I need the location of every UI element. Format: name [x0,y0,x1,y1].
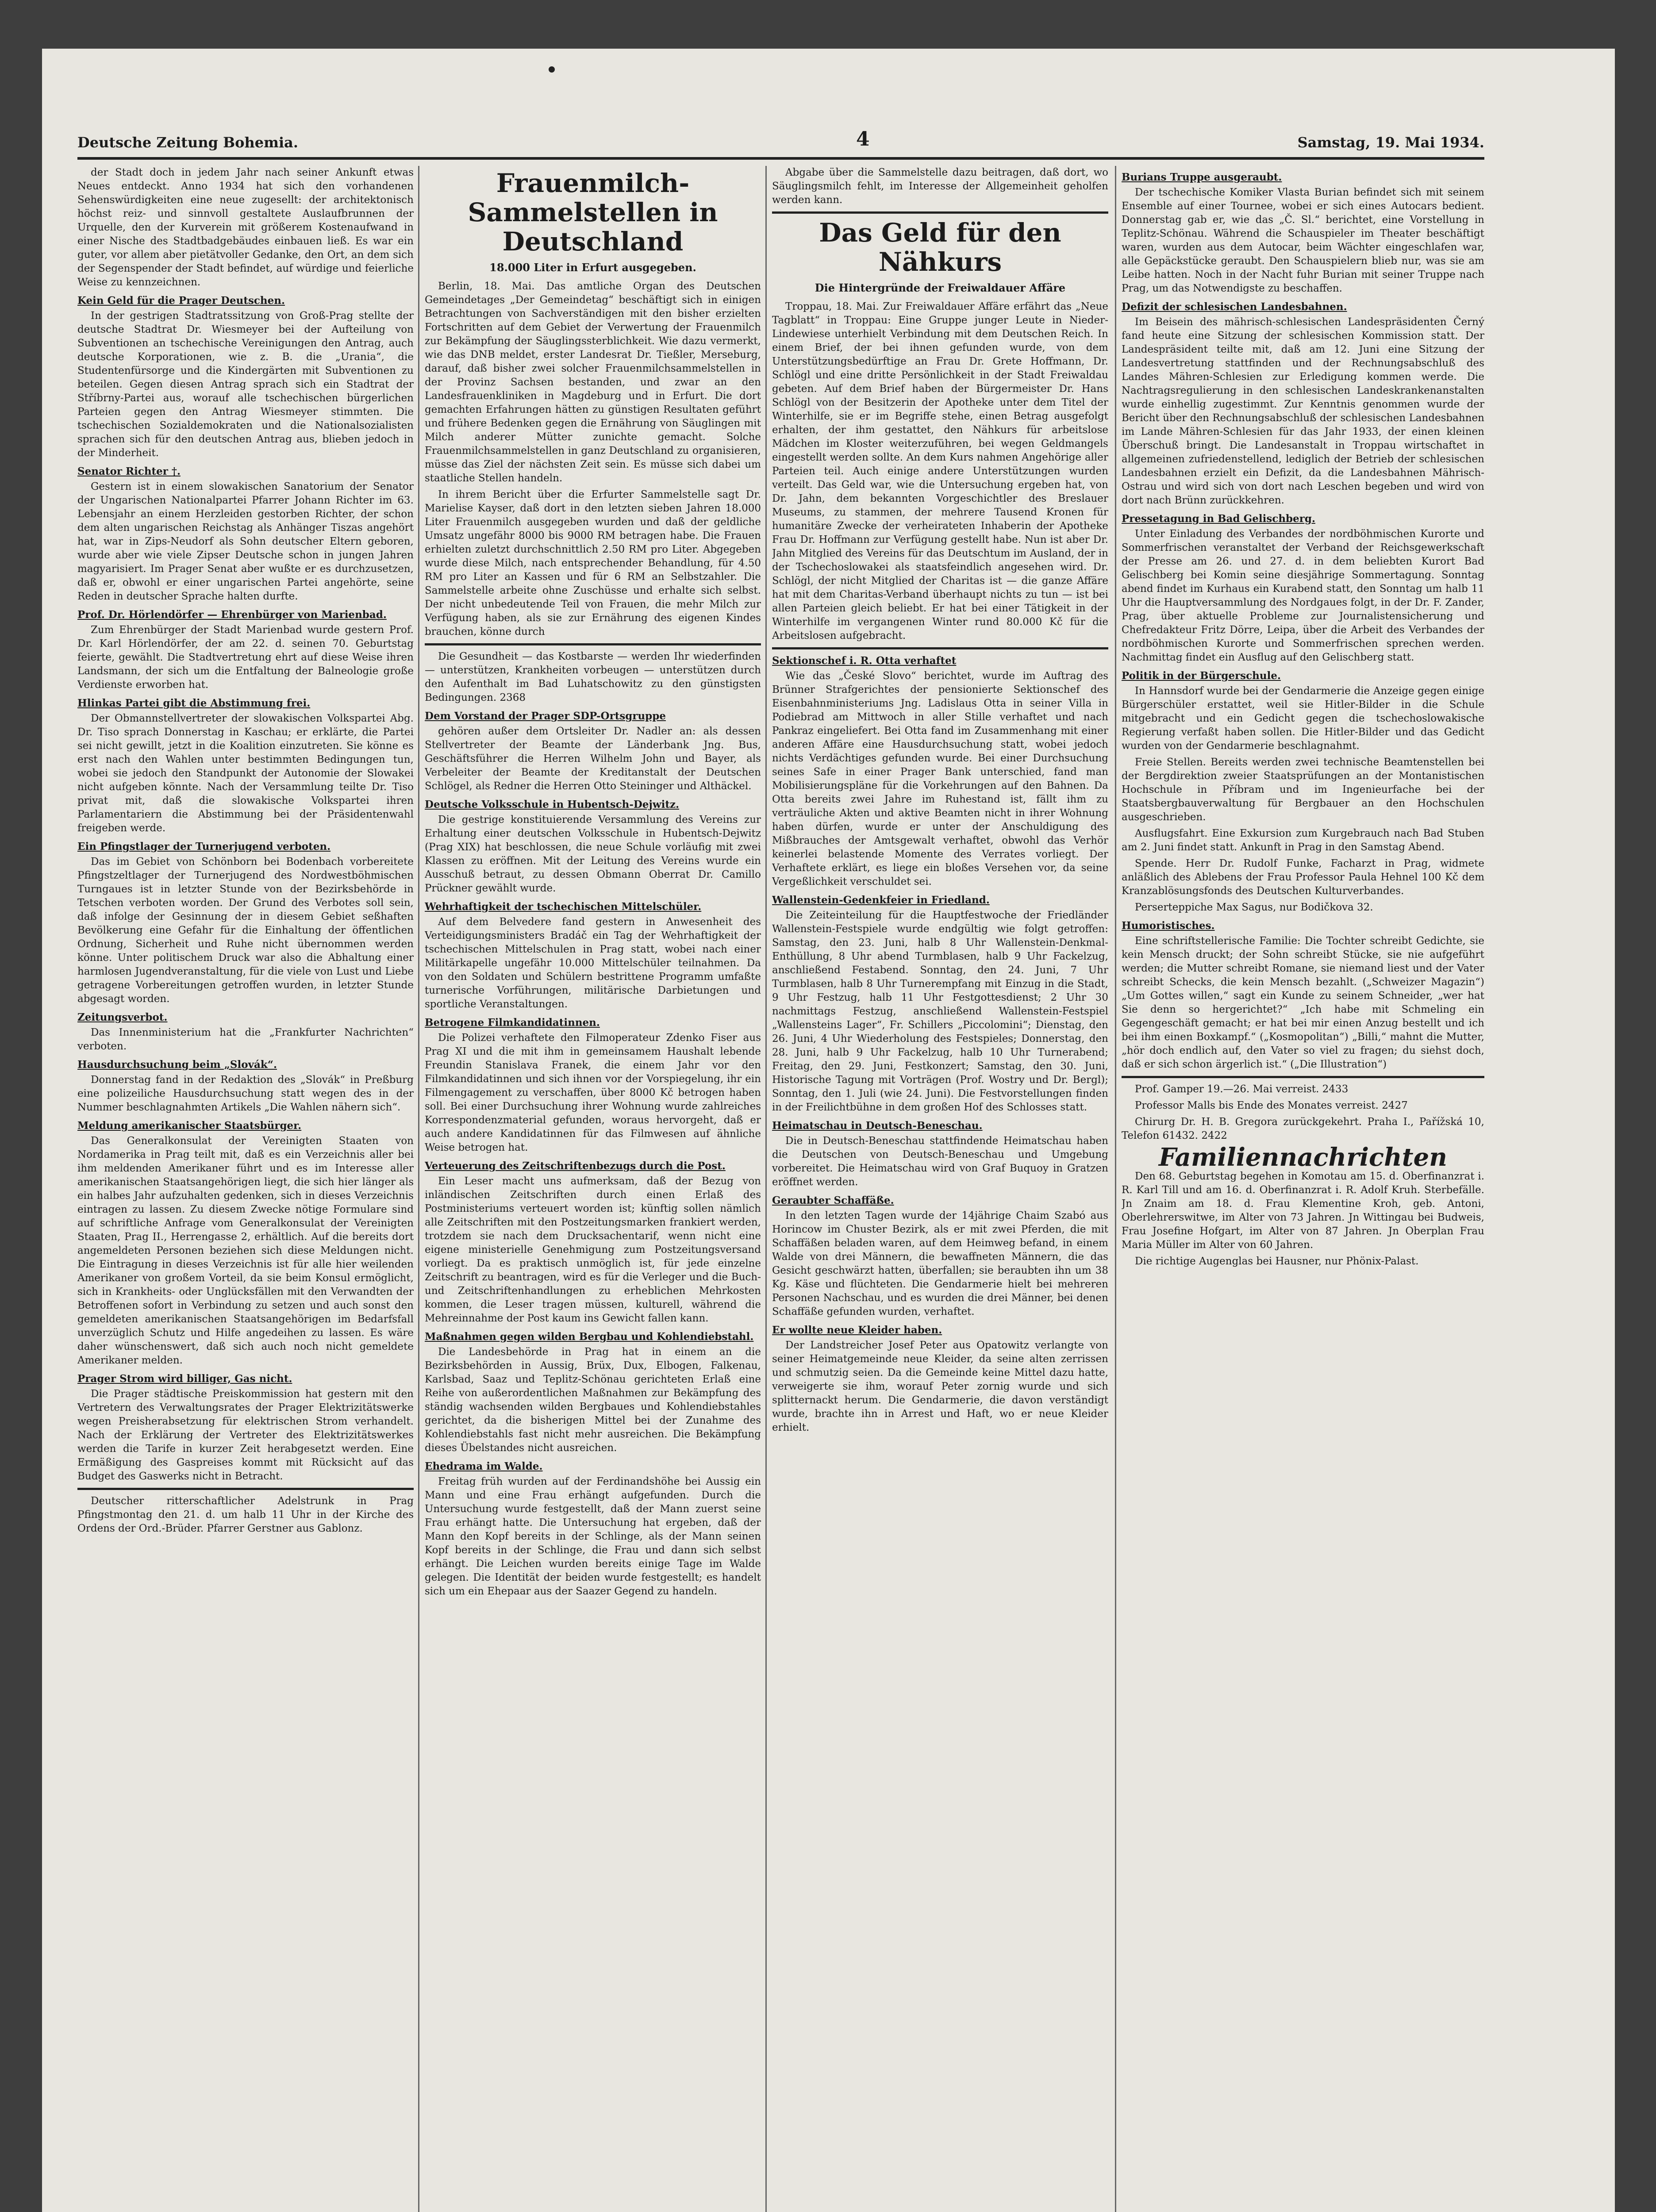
column-divider [765,166,767,2212]
headline: Das Geld für den Nähkurs [819,218,1061,277]
article-title: Betrogene Filmkandidatinnen. [425,1017,600,1029]
article [772,1194,1108,1319]
article [77,840,414,1006]
humor-text: Eine schriftstellerische Familie: Die Tochter schreibt Gedichte, sie kein Mensch druckt; der Sohn schreibt Stücke, sie nie aufgeführt werden; die Mutter schreibt Romane, sie niemand liest und der Vater schreibt Schecks, die kein Mensch bezahlt. („Schweizer Magazin“) „Um Gottes willen,“ sagt ein Kunde zu seinem Schneider, „wer hat Sie denn so hergerichtet?“ „Ich habe mit Schmeling ein Gegengeschäft gemacht; er hat bei mir einen Anzug bestellt und ich bei ihm einen Boxkampf.“ („Kosmopolitan“) „Billi,“ mahnt die Mutter, „hör doch endlich auf, den Vater so viel zu fragen; du siehst doch, daß er sich schon ärgerlich ist.“ („Die Illustration“) [1122,935,1484,1070]
advertisement: Deutscher ritterschaftlicher Adelstrunk in Prag Pfingstmontag den 21. d. um halb 11 Uhr in der Kirche des Ordens der Ord.-Brüder. Pfarrer Gerstner aus Gablonz. [77,1495,414,1534]
newspaper-page [42,49,1615,2212]
article-text: Der Landstreicher Josef Peter aus Opatowitz verlangte von seiner Heimatgemeinde neue Kleider, da seine alten zerrissen und schmutzig seien. Da die Gemeinde keine Mittel dazu hatte, verweigerte sie ihm, worauf Peter zornig wurde und sich splitternackt herum. Die Gendarmerie, die davon verständigt wurde, brachte ihn in Arrest und Haft, wo er neue Kleider erhielt. [772,1340,1108,1433]
article-continuation: der Stadt doch in jedem Jahr nach seiner Ankunft etwas Neues entdeckt. Anno 1934 hat sich den vorhandenen Sehenswürdigkeiten eine neue zugesellt: der architektonisch höchst reiz- und sinnvoll gestaltete Auslaufbrunnen der Urquelle, den der Kurverein mit größerem Kostenaufwand in einer Nische des Stadtbadgebäudes einbauen ließ. Es war ein guter, vor allem aber pietätvoller Gedanke, den Ort, an dem sich der Segenspender der Stadt befindet, auf würdige und feierliche Weise zu kennzeichnen. [77,167,414,288]
article-text: Freitag früh wurden auf der Ferdinandshöhe bei Aussig ein Mann und eine Frau erhängt aufgefunden. Durch die Untersuchung wurde festgestellt, daß der Mann zuerst seine Frau erhängt hatte. Die Untersuchung hat ergeben, daß der Mann den Kopf bereits in der Schlinge, als der Mann seinen Kopf bereits in der Schlinge, die Frau und dann sich selbst erhängt. Die Leichen wurden bereits einige Tage im Walde gelegen. Die Identität der beiden wurde festgestellt; es handelt sich um ein Ehepaar aus der Saazer Gegend zu handeln. [425,1476,761,1597]
article-text: Das Innenministerium hat die „Frankfurter Nachrichten“ verboten. [77,1027,414,1052]
article-text: In den letzten Tagen wurde der 14jährige Chaim Szabó aus Horincow im Chuster Bezirk, als er mit zwei Pferden, die mit Schaffäßen beladen waren, auf dem Heimweg befand, in einem Walde von drei Männern, die bewaffneten Männern, die das Gesicht geschwärzt hatten, überfallen; sie beraubten ihn um 38 Kg. Käse und flüchteten. Die Gendarmerie hielt bei mehreren Personen Nachschau, und es wurden die drei Männer, bei denen Schaffäße gefunden wurden, verhaftet. [772,1210,1108,1317]
article-title: Wehrhaftigkeit der tschechischen Mittelschüler. [425,901,702,913]
advertisement: Die richtige Augenglas bei Hausner, nur Phönix-Palast. [1135,1256,1419,1267]
article-title: Politik in der Bürgerschule. [1122,670,1281,682]
article-title: Pressetagung in Bad Gelischberg. [1122,513,1315,525]
article-text: Auf dem Belvedere fand gestern in Anwesenheit des Verteidigungsministers Bradáč ein Tag der Wehrhaftigkeit der tschechischen Mittelschulen in Prag statt, wobei nach einer Militärkapelle ungefähr 10.000 Mittelschüler teilnahmen. Da von den Soldaten und Schülern bestrittene Programm umfaßte turnerische Vorführungen, militärische Darbietungen und sportliche Veranstaltungen. [425,916,761,1010]
newspaper-name: Deutsche Zeitung Bohemia. [77,134,299,151]
article-title: Verteuerung des Zeitschriftenbezugs durch die Post. [425,1160,726,1172]
article-text: Im Beisein des mährisch-schlesischen Landespräsidenten Černý fand heute eine Sitzung der schlesischen Kommission statt. Der Landespräsident teilte mit, daß am 12. Juni eine Sitzung der Landesvertretung stattfinden und der Rechnungsabschluß des Landes Mähren-Schlesien zur Erledigung kommen werde. Die Nachtragsregulierung in den schlesischen Landeskrankenanstalten wurde einhellig zugestimmt. Zur Kenntnis genommen wurde der Bericht über den Rechnungsabschluß der schlesischen Landesbahnen im Lande Mähren-Schlesien für das Jahr 1933, der einen kleinen Überschuß bringt. Die Landesanstalt in Troppau wirtschaftet in allgemeinen zufriedenstellend, lediglich der Betrieb der schlesischen Landesbahnen erzielt ein Defizit, da die Landesbahnen Mährisch-Ostrau und wird sich von dort nach Leschen begeben und wird von dort nach Brünn zurückkehren. [1122,316,1484,506]
article [772,1323,1108,1435]
column-4 [1122,166,1484,2212]
article-text: Unter Einladung des Verbandes der nordböhmischen Kurorte und Sommerfrischen veranstaltet der Verband der Reichsgewerkschaft der Presse am 26. und 27. d. in dem beliebten Kurort Bad Gelischberg bei Komin seine diesjährige Sommertagung. Sonntag abend findet im Kurhaus ein Kurabend statt, den Sonntag um halb 11 Uhr die Hauptversammlung des Nordgaues folgt, in der Dr. F. Zander, Prag, über aktuelle Probleme zur Journalistensicherung und Chefredakteur Fritz Dörre, Leipa, über die Arbeit des Verbandes der nordböhmischen Kurorte und Sommerfrischen sprechen werden. Nachmittag findet ein Ausflug auf den Gelischberg statt. [1122,528,1484,663]
article [77,465,414,603]
article-title: Prof. Dr. Hörlendörfer — Ehrenbürger von Marienbad. [77,609,387,621]
article-title: Hlinkas Partei gibt die Abstimmung frei. [77,697,311,709]
article-title: Ehedrama im Walde. [425,1460,543,1472]
article-title: Heimatschau in Deutsch-Beneschau. [772,1120,983,1132]
article-text: Die Prager städtische Preiskommission hat gestern mit den Vertretern des Verwaltungsrates der Prager Elektrizitätswerke wegen Preisherabsetzung für elektrischen Strom verhandelt. Nach der Erklärung der Vertreter des Elektrizitätswerkes werden die Tarife in kurzer Zeit herabgesetzt werden. Eine Ermäßigung des Gaspreises kommt mit Rücksicht auf das Budget des Gaswerks nicht in Betracht. [77,1388,414,1482]
article [1122,669,1484,753]
headline: Frauenmilch-Sammelstellen in Deutschland [468,168,718,257]
divider [425,643,761,645]
divider [772,647,1108,649]
article [772,1119,1108,1189]
article-title: Wallenstein-Gedenkfeier in Friedland. [772,894,990,906]
divider [1122,1076,1484,1078]
article [1122,512,1484,664]
article-title: Hausdurchsuchung beim „Slovák“. [77,1059,277,1071]
article-title: Deutsche Volksschule in Hubentsch-Dejwitz. [425,799,680,810]
article-continuation: Abgabe über die Sammelstelle dazu beitragen, daß dort, wo Säuglingsmilch fehlt, im Interesse der Allgemeinheit geholfen werden kann. [772,167,1108,206]
article-title: Geraubter Schaffäße. [772,1194,894,1206]
advertisement: Prof. Gamper 19.—26. Mai verreist. 2433 [1135,1083,1349,1095]
family-news-text: Den 68. Geburtstag begehen in Komotau am 15. d. Oberfinanzrat i. R. Karl Till und am 16. d. Oberfinanzrat i. R. Adolf Kruh. Sterbefälle. Jn Znaim am 18. d. Frau Klementine Kroh, geb. Antoni, Oberlehrerswitwe, im Alter von 73 Jahren. Jn Wittingau bei Budweis, Frau Josefine Hofgart, im Alter von 87 Jahren. Jn Oberplan Frau Maria Müller im Alter von 60 Jahren. [1122,1171,1484,1251]
article [77,1010,414,1053]
advertisement: Professor Malls bis Ende des Monates verreist. 2427 [1135,1100,1408,1111]
family-news-title: Familiennachrichten [1158,1143,1447,1172]
article-title: Maßnahmen gegen wilden Bergbau und Kohlendiebstahl. [425,1331,754,1343]
article-text: Die Polizei verhaftete den Filmoperateur Zdenko Fiser aus Prag XI und die mit ihm in gemeinsamem Haushalt lebende Freundin Stanislava Franek, die einem Jahr vor den Filmkandidatinnen und sich ihnen vor der Vorspiegelung, ihr ein Filmengagement zu verschaffen, über 8000 Kč betrogen haben soll. Bei einer Durchsuchung ihrer Wohnung wurde zahlreiches Korrespondenzmaterial gefunden, woraus hervorgeht, daß er auch andere Kandidatinnen für das Filmwesen auf ähnliche Weise betrogen hat. [425,1032,761,1153]
article-title: Burians Truppe ausgeraubt. [1122,171,1282,183]
article-title: Er wollte neue Kleider haben. [772,1324,942,1336]
column-divider [418,166,419,2212]
article-text: gehören außer dem Ortsleiter Dr. Nadler an: als dessen Stellvertreter der Beamte der Länderbank Jng. Bus, Geschäftsführer die Herren Wilhelm John und Bayer, als Verbeleiter der Beamte der Kreditanstalt der Deutschen Schlögel, als Redner die Herren Otto Steininger und Althäckel. [425,726,761,792]
article-title: Sektionschef i. R. Otta verhaftet [772,655,957,667]
article-text: Berlin, 18. Mai. Das amtliche Organ des Deutschen Gemeindetages „Der Gemeindetag“ beschäftigt sich in einigen Betrachtungen von Sachverständigen mit den bisher erzielten Fortschritten auf dem Gebiet der Verwertung der Frauenmilch zur Bekämpfung der Säuglingssterblichkeit. Wie dazu vermerkt, wie das DNB meldet, erster Landesrat Dr. Tießler, Merseburg, darauf, daß bisher zwei solcher Frauenmilchsammelstellen in der Provinz Sachsen bestanden, und zwar an den Landesfrauenkliniken in Magdeburg und in Erfurt. Die dort gemachten Erfahrungen hätten zu günstigen Resultaten geführt und frühere Bedenken gegen die Ernährung von Säuglingen mit Milch anderer Mütter zunichte gemacht. Solche Frauenmilchsammelstellen in ganz Deutschland zu organisieren, müsse das Ziel der nächsten Zeit sein. Es müsse sich dabei um staatliche Stellen handeln. [425,280,761,484]
article [1122,300,1484,507]
divider [772,211,1108,214]
column-2 [425,166,761,2212]
article [77,608,414,692]
article-title: Defizit der schlesischen Landesbahnen. [1122,301,1347,313]
article [1122,170,1484,296]
column-divider [1115,166,1116,2212]
article-text: Zum Ehrenbürger der Stadt Marienbad wurde gestern Prof. Dr. Karl Hörlendörfer, der am 22. d. seinen 70. Geburtstag feierte, gewählt. Die Stadtvertretung ehrt auf diese Weise ihren Landsmann, der sich um die Entfaltung der Balneologie große Verdienste erworben hat. [77,624,414,691]
divider [77,1488,414,1490]
article-text: Der tschechische Komiker Vlasta Burian befindet sich mit seinem Ensemble auf einer Tournee, wobei er sich eines Autocars bedient. Donnerstag gab er, wie das „Č. Sl.“ berichtet, eine Vorstellung in Teplitz-Schönau. Während die Schauspieler im Theater beschäftigt waren, wurden aus dem Autocar, beim Wächter eingeschlafen war, alle Gepäckstücke geraubt. Den Schauspielern blieb nur, was sie am Leibe hatten. Noch in der Nacht fuhr Burian mit seiner Truppe nach Prag, um das Notwendigste zu beschaffen. [1122,187,1484,294]
article-text: Die gestrige konstituierende Versammlung des Vereins zur Erhaltung einer deutschen Volksschule in Hubentsch-Dejwitz (Prag XIX) hat beschlossen, die neue Schule vorläufig mit zwei Klassen zu eröffnen. Mit der Leitung des Vereins wurde ein Ausschuß betraut, zu dessen Obmann Oberrat Dr. Camillo Prückner gewählt wurde. [425,814,761,894]
column-3 [772,166,1108,2212]
notice: Spende. Herr Dr. Rudolf Funke, Facharzt in Prag, widmete anläßlich des Ablebens der Frau Professor Paula Hehnel 100 Kč dem Kranzablösungsfonds des Deutschen Kulturverbandes. [1122,858,1484,897]
article-text: Gestern ist in einem slowakischen Sanatorium der Senator der Ungarischen Nationalpartei Pfarrer Johann Richter im 63. Lebensjahr an einem Herzleiden gestorben Richter, der schon dem alten ungarischen Reichstag als Anhänger Tiszas angehört hat, war in Zips-Neudorf als Sohn deutscher Eltern geboren, wurde aber wie viele Zipser Deutsche schon in jungen Jahren magyarisiert. Im Prager Senat aber wußte er es durchzusetzen, daß er, obwohl er einer ungarischen Partei angehörte, seine Reden in deutscher Sprache halten durfte. [77,481,414,602]
article [77,1372,414,1483]
article-title: Dem Vorstand der Prager SDP-Ortsgruppe [425,710,666,722]
article-text: In der gestrigen Stadtratssitzung von Groß-Prag stellte der deutsche Stadtrat Dr. Wiesmeyer bei der Aufteilung von Subventionen an tschechische Vereinigungen den Antrag, auch deutsche Korporationen, wie z. B. die „Urania“, die Studentenfürsorge und die Kindergärten mit Subventionen zu beteilen. Gegen diesen Antrag sprach sich ein Stadtrat der Stříbrny-Partei aus, worauf alle tschechischen bürgerlichen Parteien gegen den Antrag Wiesmeyer stimmten. Die tschechischen Sozialdemokraten und die Nationalsozialisten sprachen sich für den deutschen Antrag aus, blieben jedoch in der Minderheit. [77,310,414,459]
article [772,893,1108,1114]
article-text: Die in Deutsch-Beneschau stattfindende Heimatschau haben die Deutschen von Deutsch-Beneschau und Umgebung vorbereitet. Die Heimatschau wird von Graf Buquoy in Gratzen eröffnet werden. [772,1135,1108,1188]
page-header [77,128,1484,160]
article-title: Zeitungsverbot. [77,1011,168,1023]
subheadline: 18.000 Liter in Erfurt ausgegeben. [489,261,696,274]
article-title: Prager Strom wird billiger, Gas nicht. [77,1373,292,1385]
article [77,696,414,835]
subheadline: Die Hintergründe der Freiwaldauer Affäre [815,281,1066,294]
article-title: Ein Pfingstlager der Turnerjugend verboten. [77,841,331,853]
page-number: 4 [856,128,870,150]
article-text: In Hannsdorf wurde bei der Gendarmerie die Anzeige gegen einige Bürgerschüler erstattet, weil sie Hitler-Bilder in die Schule mitgebracht und ein Gedicht gegen die tschechoslowakische Regierung verfaßt haben sollen. Die Hitler-Bilder und das Gedicht wurden von der Gendarmerie beschlagnahmt. [1122,685,1484,752]
article [772,654,1108,889]
article-title: Meldung amerikanischer Staatsbürger. [77,1120,302,1132]
article [425,900,761,1011]
article-text: Der Obmannstellvertreter der slowakischen Volkspartei Abg. Dr. Tiso sprach Donnerstag in Kaschau; er erklärte, die Partei sei nicht gewillt, jetzt in die Koalition einzutreten. Sie könne es erst nach den Wahlen unter bestimmten Bedingungen tun, wobei sie jedoch den Standpunkt der Autonomie der Slowakei nicht aufgeben könnte. Nach der Versammlung teilte Dr. Tiso privat mit, daß die slowakische Volkspartei ihren Parlamentariern die Abstimmung bei der Präsidentenwahl freigeben werde. [77,713,414,834]
article-text: Die Landesbehörde in Prag hat in einem an die Bezirksbehörden in Aussig, Brüx, Dux, Elbogen, Falkenau, Karlsbad, Saaz und Teplitz-Schönau gerichteten Erlaß eine Reihe von außerordentlichen Maßnahmen zur Bekämpfung des ständig wachsenden wilden Bergbaues und Kohlendiebstahles gerichtet, da die bisherigen Mittel bei der Zunahme des Kohlendiebstahls fast nicht mehr ausreichen. Die Bekämpfung dieses Übelstandes nicht ausreichen. [425,1346,761,1454]
article-text: Wie das „České Slovo“ berichtet, wurde im Auftrag des Brünner Strafgerichtes der pensionierte Sektionschef des Eisenbahnministeriums Jng. Ladislaus Otta in seiner Villa in Podiebrad am Mittwoch in aller Stille verhaftet und nach Pankraz eingeliefert. Bei Otta fand im Zusammenhang mit einer anderen Affäre eine Hausdurchsuchung statt, wobei jedoch nichts Verdächtiges gefunden wurde. Bei einer Durchsuchung seines Safe in einer Prager Bank unterschied, fand man Mobilisierungspläne für die Vorkehrungen auf den Bahnen. Da Otta bereits zwei Jahre im Ruhestand ist, fällt ihm zu verträuliche Akten und aktive Beamten nicht in ihrer Wohnung haben dürfen, wurde er unter der Anschuldigung des Mißbrauches der Amtsgewalt verhaftet, obwohl das Verhör keinerlei belastende Momente des Verrates vorliegt. Der Verhaftete erklärt, es liege ein bloßes Versehen vor, da seine Vergeßlichkeit verschuldet sei. [772,670,1108,887]
article [425,709,761,793]
article [425,1016,761,1155]
article [425,798,761,895]
article-text: Die Zeiteinteilung für die Hauptfestwoche der Friedländer Wallenstein-Festspiele wurde endgültig wie folgt getroffen: Samstag, den 23. Juni, halb 8 Uhr Wallenstein-Denkmal-Enthüllung, 8 Uhr abend Turmblasen, halb 9 Uhr Fackelzug, anschließend Festabend. Sonntag, den 24. Juni, 7 Uhr Turmblasen, halb 8 Uhr Turnerempfang mit Einzug in die Stadt, 9 Uhr Festzug, halb 11 Uhr Festgottesdienst; 2 Uhr 30 nachmittags Festzug, anschließend Wallenstein-Festspiel „Wallensteins Lager“, Fr. Schillers „Piccolomini“; Dienstag, den 26. Juni, 4 Uhr Wiederholung des Festspieles; Donnerstag, den 28. Juni, halb 9 Uhr Fackelzug, halb 10 Uhr Turnerabend; Freitag, den 29. Juni, Festkonzert; Samstag, den 30. Juni, Historische Tagung mit Vorträgen (Prof. Wostry und Dr. Bergl); Sonntag, den 1. Juli (wie 24. Juni). Die Festvorstellungen finden in der Freilichtbühne in dem großen Hof des Schlosses statt. [772,910,1108,1113]
article [77,1058,414,1114]
humor-title: Humoristisches. [1122,920,1215,932]
article-text: Das im Gebiet von Schönborn bei Bodenbach vorbereitete Pfingstzeltlager der Turnerjugend des Nordwestböhmischen Turngaues ist in letzter Stunde von der Bezirksbehörde in Tetschen verboten worden. Der Grund des Verbotes soll sein, daß infolge der Gesinnung der in diesem Gebiet seßhaften Bevölkerung eine Gefahr für die Einhaltung der öffentlichen Ordnung, Sicherheit und Ruhe nicht übernommen werden könne. Unter politischem Druck war also die Abhaltung einer harmlosen Jugendveranstaltung, für die viele von Lust und Liebe getragene Vorbereitungen getroffen wurden, in letzter Stunde abgesagt worden. [77,856,414,1005]
article [425,1159,761,1325]
article-text: Ein Leser macht uns aufmerksam, daß der Bezug von inländischen Zeitschriften durch einen Erlaß des Postministeriums verteuert worden ist; künftig sollen nämlich alle Zeitschriften mit den Postzeitungsmarken frankiert werden, trotzdem sie nach dem Drucksachentarif, wenn nicht eine eigene ministerielle Genehmigung zum Postzeitungsversand vorliegt. Da es praktisch unmöglich ist, für jede einzelne Zeitschrift zu beantragen, wird es für die Verleger und die Buch- und Zeitschriftenhandlungen zu erheblichen Mehrkosten kommen, die Leser tragen müssen, kulturell, während die Mehreinnahme der Post kaum ins Gewicht fallen kann. [425,1175,761,1324]
article-title: Kein Geld für die Prager Deutschen. [77,295,285,307]
column-1 [77,166,414,2212]
notice: Perserteppiche Max Sagus, nur Bodičkova 32. [1135,902,1373,913]
ink-speck [549,66,555,73]
issue-date: Samstag, 19. Mai 1934. [1297,134,1484,151]
article [77,294,414,460]
notice: Die Gesundheit — das Kostbarste — werden Ihr wiederfinden — unterstützen, Krankheiten vorbeugen — unterstützen durch den Aufenthalt im Bad Luhatschowitz zu den günstigsten Bedingungen. 2368 [425,651,761,703]
article [77,1119,414,1367]
notice: Freie Stellen. Bereits werden zwei technische Beamtenstellen bei der Bergdirektion zweier Staatsprüfungen an der Montanistischen Hochschule in Příbram und im Ingenieurfache bei der Staatsbergbauverwaltung für Bergbauer an den Hochschulen ausgeschrieben. [1122,757,1484,823]
article-text: Donnerstag fand in der Redaktion des „Slovák“ in Preßburg eine polizeiliche Hausdurchsuchung statt wegen des in der Nummer beschlagnahmten Artikels „Die Wahlen nähern sich“. [77,1074,414,1113]
article-text: Das Generalkonsulat der Vereinigten Staaten von Nordamerika in Prag teilt mit, daß es ein Verzeichnis aller bei ihm meldenden Amerikaner führt und es im Interesse aller amerikanischen Staatsangehörigen liegt, die sich hier länger als ein halbes Jahr aufzuhalten gedenken, sich in dieses Verzeichnis eintragen zu lassen. Zu diesem Zwecke nötige Formulare sind auf schriftliche Anfrage vom Generalkonsulat der Vereinigten Staaten, Prag II., Herrengasse 2, erhältlich. Auf die bereits dort angemeldeten Personen beziehen sich diese Meldungen nicht. Die Eintragung in dieses Verzeichnis ist für alle hier weilenden Amerikaner von großem Vorteil, da sie beim Konsul ermöglicht, sich in Krankheits- oder Unglücksfällen mit den Verwandten der Betroffenen sofort in Verbindung zu setzen und auch sonst den gemeldeten amerikanischen Staatsangehörigen im Bedarfsfall unverzüglich Schutz und Hilfe angedeihen zu lassen. Es wäre daher wünschenswert, daß sich auch noch nicht gemeldete Amerikaner melden. [77,1135,414,1366]
article [425,1459,761,1598]
notice: Ausflugsfahrt. Eine Exkursion zum Kurgebrauch nach Bad Stuben am 2. Juni findet statt. Ankunft in Prag in den Samstag Abend. [1122,828,1484,853]
article-text: Troppau, 18. Mai. Zur Freiwaldauer Affäre erfährt das „Neue Tagblatt“ in Troppau: Eine Gruppe junger Leute in Nieder-Lindewiese unterhielt Verbindung mit dem Deutschen Reich. In einem Brief, der bei ihnen gefunden wurde, von dem Unterstützungsbedürftige an Frau Dr. Grete Hoffmann, Dr. Schlögl und eine dritte Persönlichkeit in der Stadt Freiwaldau gebeten. Auf dem Brief haben der Bürgermeister Dr. Hans Schlögl von der Besitzerin der Apotheke unter dem Titel der Winterhilfe, sie er im Begriffe stehe, einen Betrag ausgefolgt erhalten, der ihm gestattet, den Nähkurs für arbeitslose Mädchen im Kloster weiterzuführen, bei wegen Geldmangels eingestellt werden sollte. An dem Kurs nahmen Angehörige aller Parteien teil. Auch einige andere Unterstützungen wurden verteilt. Das Geld war, wie die Untersuchung ergeben hat, von Dr. Jahn, dem bekannten Vorgeschichtler des Breslauer Museums, zu stammen, der mehrere Tausend Kronen für humanitäre Zwecke der verheirateten Inhaberin der Apotheke Frau Dr. Hoffmann zur Verfügung gestellt habe. Nun ist aber Dr. Jahn Mitglied des Vereins für das Deutschtum im Ausland, der in der Tschechoslowakei als staatsfeindlich angesehen wird. Dr. Schlögl, der nicht Mitglied der Charitas ist — die ganze Affäre hat mit dem Charitas-Verband überhaupt nichts zu tun — ist bei allen Parteien gleich beliebt. Er hat bei einer Tätigkeit in der Winterhilfe im vergangenen Winter rund 80.000 Kč für die Arbeitslosen aufgebracht. [772,301,1108,641]
article-title: Senator Richter †. [77,465,181,477]
article-text: In ihrem Bericht über die Erfurter Sammelstelle sagt Dr. Marielise Kayser, daß dort in den letzten sieben Jahren 18.000 Liter Frauenmilch ausgegeben wurden und daß der geldliche Umsatz ungefähr 8000 bis 9000 RM betragen habe. Die Frauen erhielten zuletzt durchschnittlich 2.50 RM pro Liter. Abgegeben wurde diese Milch, nach entsprechender Behandlung, für 4.50 RM pro Liter an Kassen und für 6 RM an Selbstzahler. Die Sammelstelle arbeite ohne Zuschüsse und erhalte sich selbst. Der nicht unbedeutende Teil von Frauen, die mehr Milch zur Verfügung haben, als sie zur Ernährung des eigenen Kindes brauchen, könne durch [425,489,761,637]
advertisement: Chirurg Dr. H. B. Gregora zurückgekehrt. Praha I., Pařížská 10, Telefon 61432. 2422 [1122,1116,1484,1141]
article [425,1330,761,1455]
